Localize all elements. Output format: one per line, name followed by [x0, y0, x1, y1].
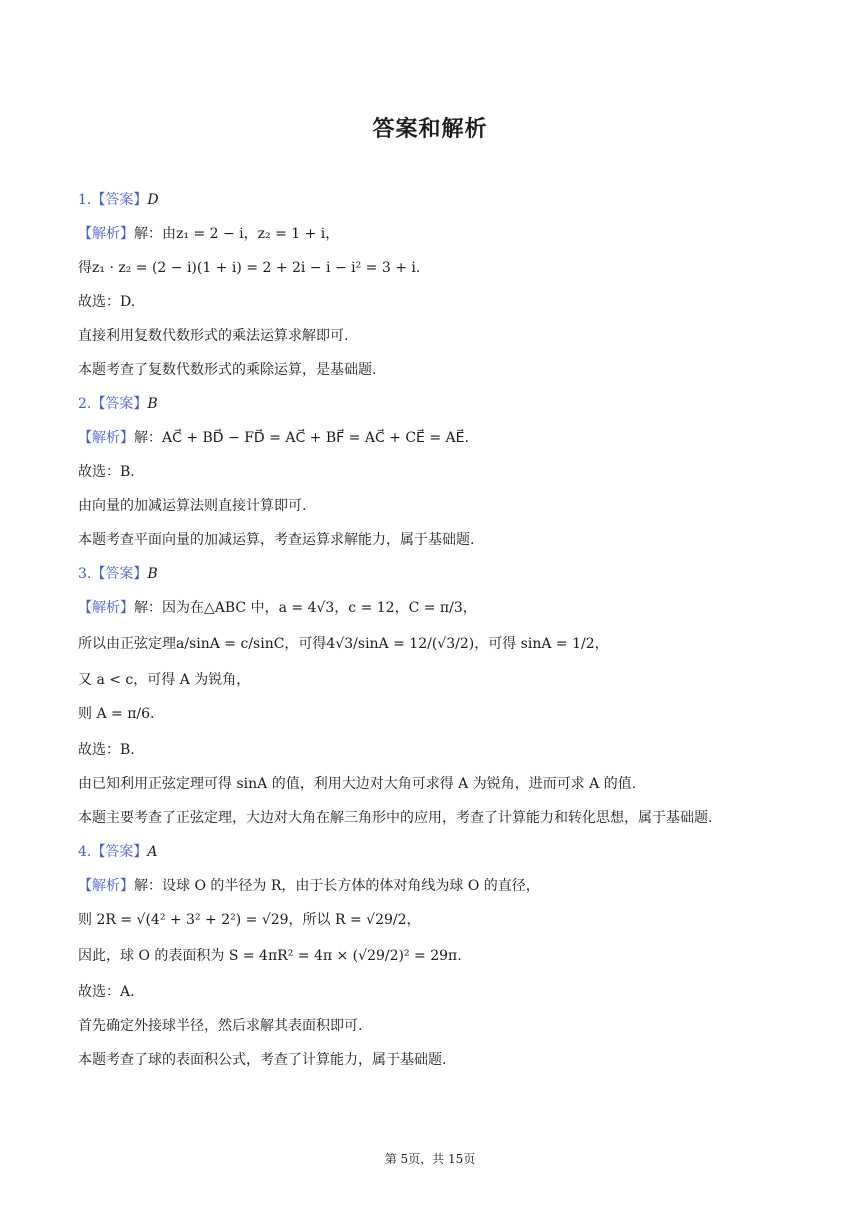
line-text: 解：AC⃗ + BD⃗ − FD⃗ = AC⃗ + BF⃗ = AC⃗ + CE⃗ = AE⃗.: [134, 430, 469, 446]
line-text: 本题考查了复数代数形式的乘除运算，是基础题.: [78, 362, 377, 378]
analysis-line: [78, 424, 778, 458]
line-text: 故选：B.: [78, 742, 135, 758]
text-line: [78, 804, 778, 838]
text-line: [78, 942, 778, 978]
line-text: 由向量的加减运算法则直接计算即可.: [78, 498, 307, 514]
text-line: [78, 322, 778, 356]
line-text: 又 a < c，可得 A 为锐角，: [78, 672, 251, 688]
line-text: 故选：B.: [78, 464, 135, 480]
line-text: 故选：D.: [78, 294, 136, 310]
answer-label: 2.【答案】: [78, 396, 148, 412]
answer-line: [78, 186, 778, 220]
text-line: [78, 666, 778, 700]
text-line: [78, 458, 778, 492]
text-line: [78, 526, 778, 560]
analysis-label: 【解析】: [78, 878, 134, 894]
analysis-line: [78, 594, 778, 630]
text-line: [78, 700, 778, 736]
line-text: D: [147, 192, 159, 208]
text-line: [78, 254, 778, 288]
line-text: 解：因为在△ABC 中，a = 4√3，c = 12，C = π/3，: [134, 600, 477, 616]
answer-label: 1.【答案】: [78, 192, 148, 208]
line-text: 则 A = π/6.: [78, 706, 155, 722]
analysis-label: 【解析】: [78, 226, 134, 242]
line-text: 首先确定外接球半径，然后求解其表面积即可.: [78, 1018, 363, 1034]
analysis-label: 【解析】: [78, 600, 134, 616]
line-text: 则 2R = √(4² + 3² + 2²) = √29，所以 R = √29/2，: [78, 912, 421, 928]
text-line: [78, 736, 778, 770]
text-line: [78, 1046, 778, 1080]
answer-line: [78, 838, 778, 872]
line-text: 故选：A.: [78, 984, 135, 1000]
line-text: 本题考查平面向量的加减运算，考查运算求解能力，属于基础题.: [78, 532, 475, 548]
analysis-line: [78, 220, 778, 254]
text-line: [78, 1012, 778, 1046]
line-text: 解：设球 O 的半径为 R，由于长方体的体对角线为球 O 的直径，: [134, 878, 540, 894]
line-text: 因此，球 O 的表面积为 S = 4πR² = 4π × (√29/2)² = 29π.: [78, 948, 462, 964]
analysis-label: 【解析】: [78, 430, 134, 446]
text-line: [78, 630, 778, 666]
answer-label: 3.【答案】: [78, 566, 148, 582]
text-line: [78, 288, 778, 322]
text-line: [78, 906, 778, 942]
answer-label: 4.【答案】: [78, 844, 148, 860]
line-text: B: [147, 566, 158, 582]
answer-line: [78, 390, 778, 424]
analysis-line: [78, 872, 778, 906]
text-line: [78, 492, 778, 526]
text-line: [78, 978, 778, 1012]
text-line: [78, 356, 778, 390]
page-footer: 第 5页，共 15页: [384, 1152, 476, 1166]
line-text: 解：由z₁ = 2 − i，z₂ = 1 + i，: [134, 226, 340, 242]
line-text: A: [147, 844, 158, 860]
text-line: [78, 770, 778, 804]
answer-content: [78, 186, 778, 1080]
line-text: 得z₁ · z₂ = (2 − i)(1 + i) = 2 + 2i − i − i² = 3 + i.: [78, 260, 421, 276]
line-text: 本题考查了球的表面积公式，考查了计算能力，属于基础题.: [78, 1052, 447, 1068]
page-title: 答案和解析: [372, 117, 488, 142]
line-text: 由已知利用正弦定理可得 sinA 的值，利用大边对大角可求得 A 为锐角，进而可求 A 的值.: [78, 776, 637, 792]
line-text: 本题主要考查了正弦定理，大边对大角在解三角形中的应用，考查了计算能力和转化思想，属于基础题.: [78, 810, 713, 826]
line-text: 直接利用复数代数形式的乘法运算求解即可.: [78, 328, 349, 344]
line-text: B: [147, 396, 158, 412]
line-text: 所以由正弦定理a/sinA = c/sinC，可得4√3/sinA = 12/(√3/2)，可得 sinA = 1/2，: [78, 636, 609, 652]
answer-line: [78, 560, 778, 594]
